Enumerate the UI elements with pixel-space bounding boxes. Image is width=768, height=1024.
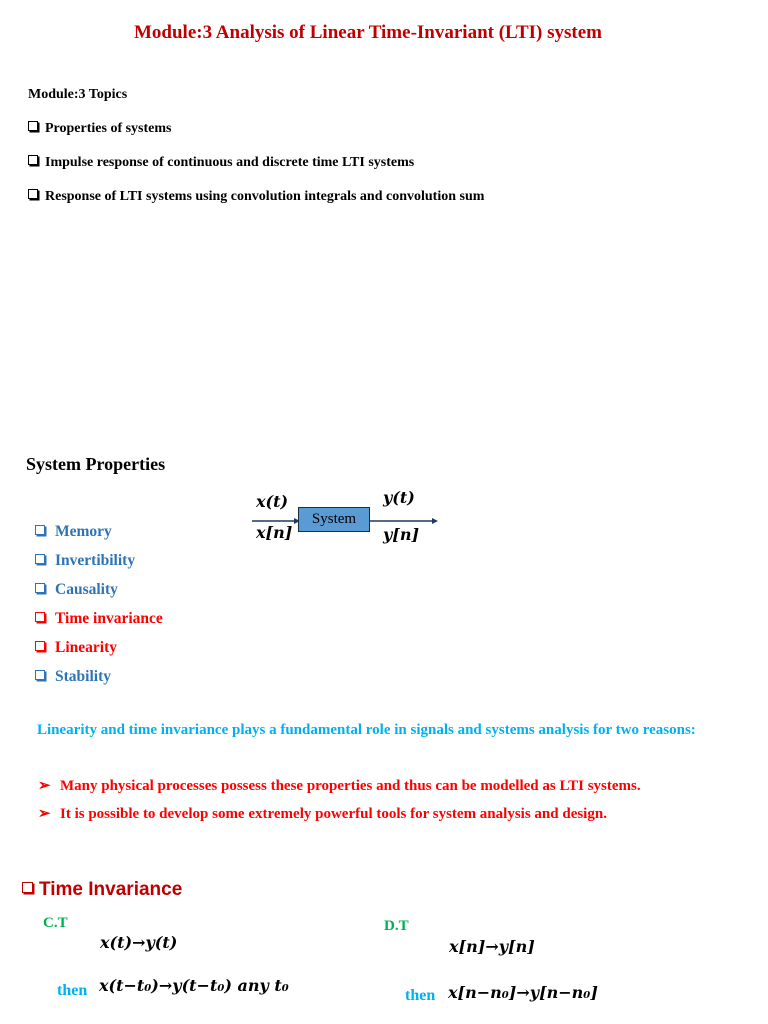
- checkbox-bullet-icon: [28, 155, 38, 165]
- output-arrowhead-icon: [432, 518, 438, 524]
- topic-item: [28, 155, 414, 171]
- property-item: [35, 581, 118, 599]
- property-label: Invertibility: [55, 552, 136, 569]
- topics-heading: Module:3 Topics: [28, 87, 128, 102]
- time-invariance-title: [22, 879, 182, 901]
- checkbox-bullet-icon: [35, 641, 45, 651]
- topic-item: [28, 189, 484, 205]
- property-item: [35, 523, 112, 541]
- ct-label: C.T: [43, 915, 68, 931]
- dt-then-label: then: [405, 987, 436, 1004]
- checkbox-bullet-icon: [35, 525, 45, 535]
- checkbox-bullet-icon: [35, 612, 45, 622]
- dt-label: D.T: [384, 918, 409, 934]
- dt-equation-1: x[n]→y[n]: [449, 937, 535, 956]
- input-dt-label: x[n]: [256, 523, 293, 542]
- topic-item-label: Impulse response of continuous and discrete time LTI systems: [45, 155, 415, 170]
- system-properties-title: System Properties: [26, 454, 166, 474]
- property-label: Linearity: [55, 639, 117, 656]
- system-box: System: [298, 507, 370, 532]
- topic-item-label: Properties of systems: [45, 121, 172, 136]
- dt-equation-2: x[n−n₀]→y[n−n₀]: [448, 983, 598, 1002]
- ct-equation-1: x(t)→y(t): [100, 933, 178, 952]
- checkbox-bullet-icon: [28, 121, 38, 131]
- output-ct-label: y(t): [383, 488, 415, 507]
- input-ct-label: x(t): [256, 492, 289, 511]
- topic-item-label: Response of LTI systems using convolution integrals and convolution sum: [45, 189, 485, 204]
- arrow-bullet-icon: ➢: [38, 778, 51, 794]
- checkbox-bullet-icon: [22, 882, 33, 893]
- property-item: [35, 639, 117, 657]
- reason-item: [38, 804, 607, 823]
- property-label: Stability: [55, 668, 111, 685]
- arrow-bullet-icon: ➢: [38, 806, 51, 822]
- property-label: Time invariance: [55, 610, 163, 627]
- reason-item: [38, 776, 641, 795]
- linearity-note: Linearity and time invariance plays a fundamental role in signals and systems analysis for two reasons:: [37, 722, 696, 738]
- property-label: Memory: [55, 523, 112, 540]
- property-item: [35, 610, 163, 628]
- output-dt-label: y[n]: [383, 525, 420, 544]
- property-item: [35, 668, 111, 686]
- checkbox-bullet-icon: [35, 554, 45, 564]
- checkbox-bullet-icon: [35, 583, 45, 593]
- time-invariance-title-label: Time Invariance: [39, 879, 183, 900]
- checkbox-bullet-icon: [28, 189, 38, 199]
- reason-label: It is possible to develop some extremely powerful tools for system analysis and design.: [60, 806, 607, 822]
- ct-equation-2: x(t−t₀)→y(t−t₀) any t₀: [99, 976, 289, 995]
- page-title: Module:3 Analysis of Linear Time-Invariant (LTI) system: [133, 22, 602, 43]
- checkbox-bullet-icon: [35, 670, 45, 680]
- property-item: [35, 552, 135, 570]
- reason-label: Many physical processes possess these properties and thus can be modelled as LTI systems.: [60, 778, 641, 794]
- topic-item: [28, 121, 172, 137]
- property-label: Causality: [55, 581, 118, 598]
- ct-then-label: then: [57, 982, 88, 999]
